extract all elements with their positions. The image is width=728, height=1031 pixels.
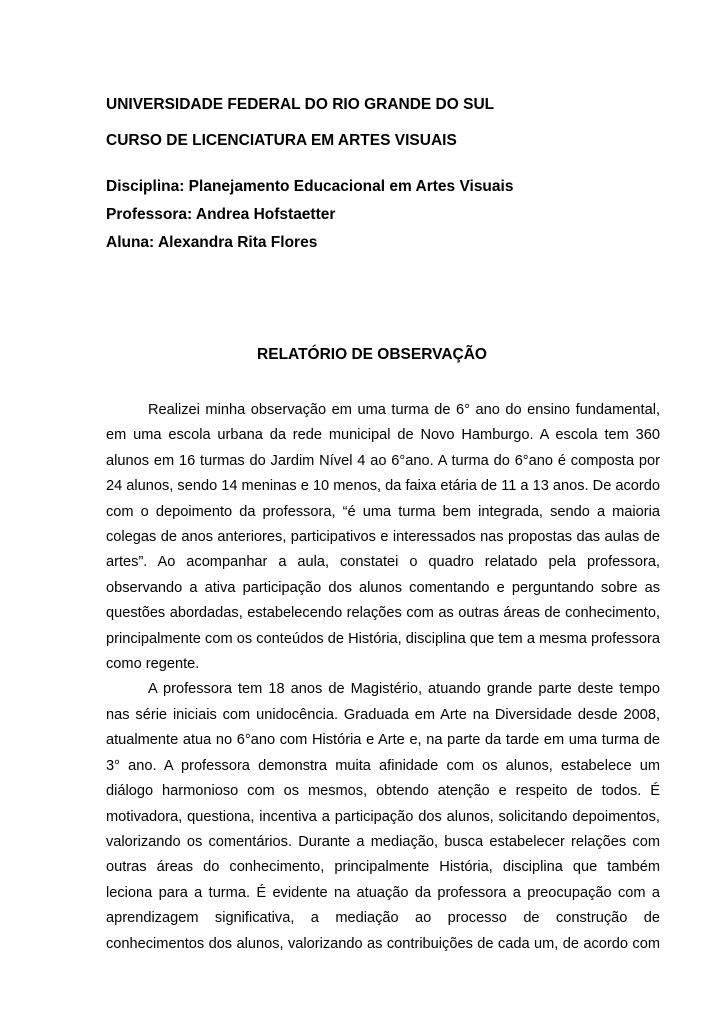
report-body [106,398,660,957]
paragraph-professor: A professora tem 18 anos de Magistério, atuando grande parte deste tempo nas série iniciais com unidocência. Graduada em Arte na Diversidade desde 2008, atualmente atua no 6°ano com História e Arte e, na parte da tarde em uma turma de 3° ano. A professora demonstra muita afinidade com os alunos, estabelece um diálogo harmonioso com os mesmos, obtendo atenção e respeito de todos. É motivadora, questiona, incentiva a participação dos alunos, solicitando depoimentos, valorizando os comentários. Durante a mediação, busca estabelecer relações com outras áreas do conhecimento, principalmente História, disciplina que também leciona para a turma. É evidente na atuação da professora a preocupação com a aprendizagem significativa, a mediação ao processo de construção de conhecimentos dos alunos, valorizando as contribuições de cada um, de acordo com [106,681,660,952]
university-name: UNIVERSIDADE FEDERAL DO RIO GRANDE DO SUL [106,96,495,113]
report-title: RELATÓRIO DE OBSERVAÇÃO [257,346,487,363]
professor-line: Professora: Andrea Hofstaetter [106,206,336,223]
course-name: CURSO DE LICENCIATURA EM ARTES VISUAIS [106,132,457,149]
student-line: Aluna: Alexandra Rita Flores [106,234,318,251]
discipline-line: Disciplina: Planejamento Educacional em Artes Visuais [106,178,514,195]
paragraph-observation: Realizei minha observação em uma turma de 6° ano do ensino fundamental, em uma escola urbana da rede municipal de Novo Hamburgo. A escola tem 360 alunos em 16 turmas do Jardim Nível 4 ao 6°ano. A turma do 6°ano é composta por 24 alunos, sendo 14 meninas e 10 menos, da faixa etária de 11 a 13 anos. De acordo com o depoimento da professora, “é uma turma bem integrada, sendo a maioria colegas de anos anteriores, participativos e interessados nas propostas das aulas de artes”. Ao acompanhar a aula, constatei o quadro relatado pela professora, observando a ativa participação dos alunos comentando e perguntando sobre as questões abordadas, estabelecendo relações com as outras áreas de conhecimento, principalmente com os conteúdos de História, disciplina que tem a mesma professora como regente. [106,402,660,673]
